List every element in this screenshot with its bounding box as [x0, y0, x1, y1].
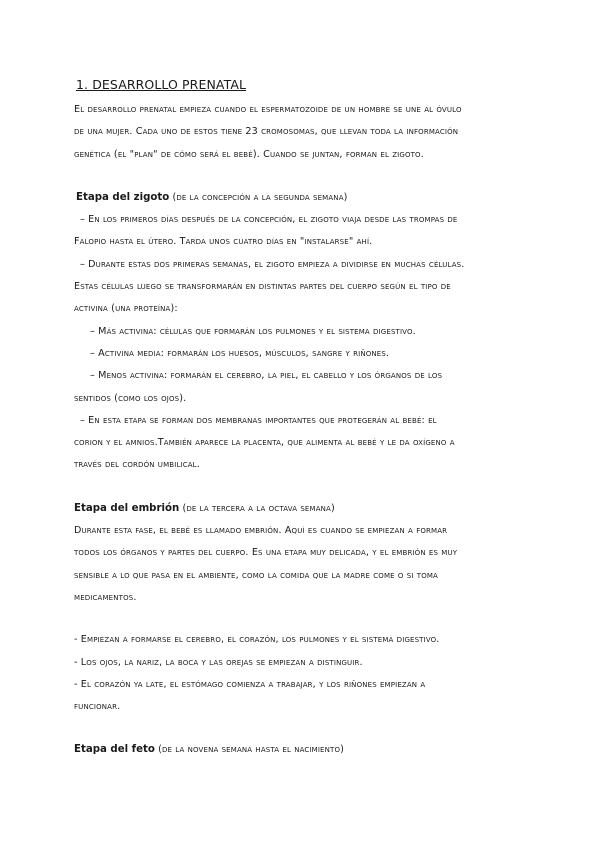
- embrion-bullet: - Empiezan a formarse el cerebro, el corazón, los pulmones y el sistema digestivo.: [74, 634, 440, 646]
- document-page: [74, 76, 526, 762]
- zigoto-line: Estas células luego se transformarán en distintas partes del cuerpo según el tipo de: [74, 281, 451, 293]
- embrion-bullet: - El corazón ya late, el estómago comienza a trabajar, y los riñones empiezan a: [74, 678, 426, 690]
- feto-heading-subtitle: (de la novena semana hasta el nacimiento): [158, 744, 344, 756]
- zigoto-heading-subtitle: (de la concepción a la segunda semana): [172, 191, 348, 203]
- section-heading-embrion: [74, 498, 526, 520]
- zigoto-line: – Activina media: formarán los huesos, músculos, sangre y riñones.: [90, 347, 390, 359]
- section-heading-feto: [74, 739, 526, 761]
- zigoto-heading-title: Etapa del zigoto: [76, 191, 170, 203]
- embrion-heading-title: Etapa del embrión: [74, 502, 180, 514]
- feto-heading-title: Etapa del feto: [74, 744, 155, 756]
- embrion-bullet: - Los ojos, la nariz, la boca y las orejas se empiezan a distinguir.: [74, 656, 363, 668]
- intro-line: de una mujer. Cada uno de estos tiene 23 cromosomas, que llevan toda la información: [74, 126, 459, 138]
- intro-line: genética (el "plan" de cómo será el bebé). Cuando se juntan, forman el zigoto.: [74, 148, 424, 160]
- zigoto-line: – En los primeros días después de la concepción, el zigoto viaja desde las trompas de: [80, 214, 458, 226]
- embrion-line: todos los órganos y partes del cuerpo. Es una etapa muy delicada, y el embrión es muy: [74, 547, 458, 559]
- zigoto-line: – Durante estas dos primeras semanas, el zigoto empieza a dividirse en muchas células.: [80, 258, 465, 270]
- zigoto-line: – Menos activina: formarán el cerebro, la piel, el cabello y los órganos de los: [90, 370, 443, 382]
- zigoto-line: Falopio hasta el útero. Tarda unos cuatro días en "instalarse" ahí.: [74, 236, 373, 248]
- zigoto-line: sentidos (como los ojos).: [74, 392, 187, 404]
- intro-line: El desarrollo prenatal empieza cuando el espermatozoide de un hombre se une al óvulo: [74, 104, 462, 115]
- zigoto-line: – Más activina: células que formarán los pulmones y el sistema digestivo.: [90, 325, 416, 337]
- embrion-line: Durante esta fase, el bebé es llamado embrión. Aquí es cuando se empiezan a formar: [74, 525, 448, 537]
- embrion-heading-subtitle: (de la tercera a la octava semana): [182, 502, 335, 514]
- zigoto-line: corion y el amnios.También aparece la placenta, que alimenta al bebé y le da oxígeno a: [74, 437, 455, 449]
- embrion-bullet: funcionar.: [74, 701, 121, 713]
- embrion-line: medicamentos.: [74, 591, 137, 603]
- embrion-line: sensible a lo que pasa en el ambiente, como la comida que la madre come o si toma: [74, 569, 438, 581]
- zigoto-line: través del cordón umbilical.: [74, 459, 200, 471]
- zigoto-line: activina (una proteína):: [74, 303, 178, 315]
- zigoto-line: – En esta etapa se forman dos membranas importantes que protegerán al bebé: el: [80, 414, 437, 426]
- document-title: 1. DESARROLLO PRENATAL: [76, 77, 247, 92]
- section-heading-zigoto: [76, 187, 526, 209]
